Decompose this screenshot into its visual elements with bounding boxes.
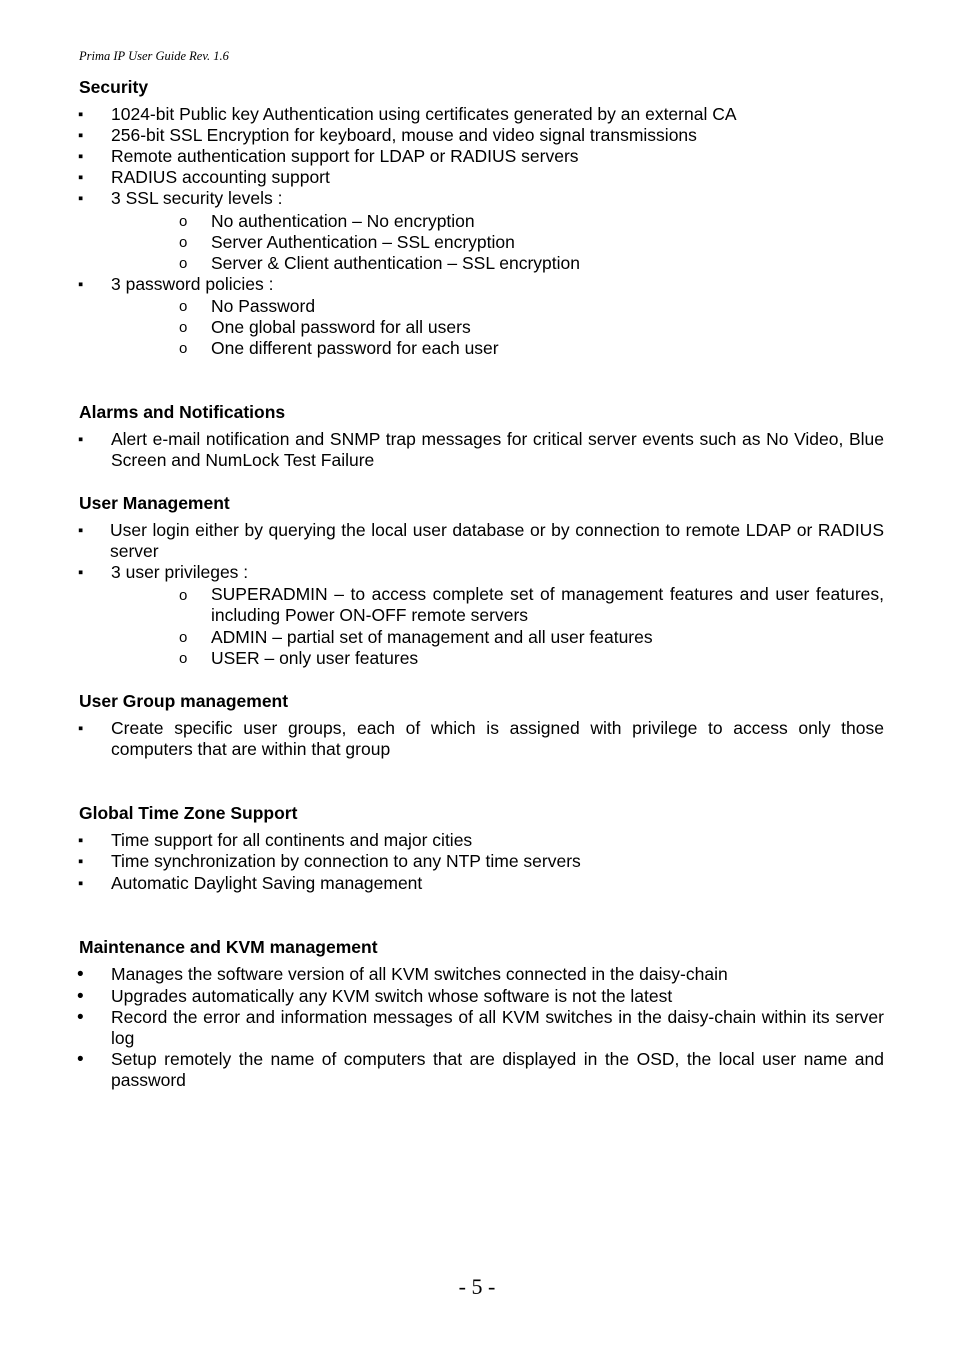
list-item: 1024-bit Public key Authentication using certificates generated by an external CA (111, 104, 737, 124)
list-item: RADIUS accounting support (111, 167, 330, 187)
section-title-maintenance: Maintenance and KVM management (79, 937, 378, 957)
list-item: Create specific user groups, each of which is assigned with privilege to access only those computers that are within that group (111, 718, 884, 759)
square-bullet-icon: ▪ (78, 127, 84, 144)
square-bullet-icon: ▪ (78, 522, 84, 539)
sub-list-item: One different password for each user (211, 338, 499, 358)
section-title-user-management: User Management (79, 493, 230, 513)
section-title-time-zone: Global Time Zone Support (79, 803, 298, 823)
section-title-user-group: User Group management (79, 691, 289, 711)
circle-bullet-icon: o (179, 319, 188, 336)
list-item: Remote authentication support for LDAP or RADIUS servers (111, 146, 579, 166)
dot-bullet-icon: • (77, 1049, 84, 1070)
list-item: Alert e-mail notification and SNMP trap messages for critical server events such as No Video, Blue Screen and NumLock Test Failure (111, 429, 884, 470)
square-bullet-icon: ▪ (78, 853, 84, 870)
square-bullet-icon: ▪ (78, 169, 84, 186)
circle-bullet-icon: o (179, 213, 188, 230)
list-item: User login either by querying the local user database or by connection to remote LDAP or RADIUS server (110, 520, 884, 561)
square-bullet-icon: ▪ (78, 832, 84, 849)
page-number: - 5 - (458, 1274, 496, 1299)
circle-bullet-icon: o (179, 255, 188, 272)
list-item: Time support for all continents and major cities (111, 830, 473, 850)
list-item: Upgrades automatically any KVM switch whose software is not the latest (111, 986, 673, 1006)
dot-bullet-icon: • (77, 1007, 84, 1028)
sub-list-item: USER – only user features (211, 648, 419, 668)
list-item: Setup remotely the name of computers that are displayed in the OSD, the local user name and password (111, 1049, 884, 1090)
sub-list-item: ADMIN – partial set of management and all user features (211, 627, 653, 647)
section-title-alarms: Alarms and Notifications (79, 402, 286, 422)
list-item: 3 user privileges : (111, 562, 249, 582)
dot-bullet-icon: • (77, 986, 84, 1007)
circle-bullet-icon: o (179, 234, 188, 251)
square-bullet-icon: ▪ (78, 190, 84, 207)
section-title-security: Security (79, 77, 149, 97)
list-item: Record the error and information messages of all KVM switches in the daisy-chain within its server log (111, 1007, 884, 1048)
circle-bullet-icon: o (179, 340, 188, 357)
circle-bullet-icon: o (179, 298, 188, 315)
sub-list-item: No Password (211, 296, 316, 316)
square-bullet-icon: ▪ (78, 564, 84, 581)
square-bullet-icon: ▪ (78, 276, 84, 293)
square-bullet-icon: ▪ (78, 106, 84, 123)
list-item: 256-bit SSL Encryption for keyboard, mouse and video signal transmissions (111, 125, 697, 145)
sub-list-item: Server & Client authentication – SSL encryption (211, 253, 581, 273)
square-bullet-icon: ▪ (78, 875, 84, 892)
running-header: Prima IP User Guide Rev. 1.6 (79, 49, 229, 63)
square-bullet-icon: ▪ (78, 720, 84, 737)
list-item: Time synchronization by connection to any NTP time servers (111, 851, 581, 871)
circle-bullet-icon: o (179, 650, 188, 667)
circle-bullet-icon: o (179, 587, 188, 604)
circle-bullet-icon: o (179, 629, 188, 646)
sub-list-item: One global password for all users (211, 317, 471, 337)
sub-list-item: No authentication – No encryption (211, 211, 475, 231)
sub-list-item: Server Authentication – SSL encryption (211, 232, 515, 252)
square-bullet-icon: ▪ (78, 431, 84, 448)
list-item: 3 SSL security levels : (111, 188, 283, 208)
list-item: 3 password policies : (111, 274, 274, 294)
square-bullet-icon: ▪ (78, 148, 84, 165)
sub-list-item: SUPERADMIN – to access complete set of management features and user features, including Power ON-OFF remote servers (211, 584, 884, 625)
list-item: Automatic Daylight Saving management (111, 873, 423, 893)
dot-bullet-icon: • (77, 964, 84, 985)
list-item: Manages the software version of all KVM switches connected in the daisy-chain (111, 964, 728, 984)
